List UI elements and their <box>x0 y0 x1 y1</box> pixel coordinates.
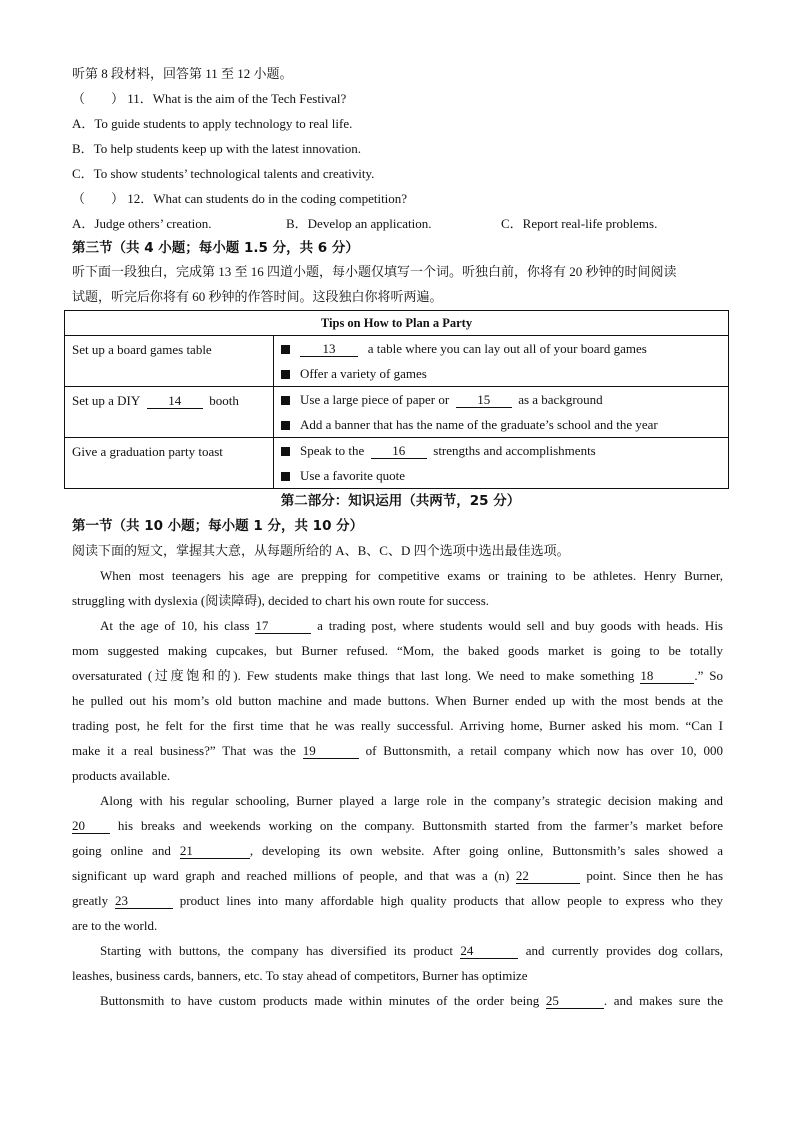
bullet-item: Speak to the 16 strengths and accomplishments <box>281 438 721 463</box>
option-11-c: C．To show students’ technological talents and creativity. <box>72 166 375 181</box>
passage-line: Along with his regular schooling, Burner played a large role in the company’s strategic decision making and <box>100 793 723 808</box>
passage-line: make it a real business?” That was the 19 of Buttonsmith, a retail company which now has over 10, 000 <box>72 743 724 758</box>
table-cell-right <box>274 438 729 489</box>
passage-line: going online and 21 , developing its own website. After going online, Buttonsmith’s sales showed a <box>72 843 723 858</box>
passage-line: Buttonsmith to have custom products made within minutes of the order being 25 . and makes sure the <box>100 993 723 1008</box>
question-stem: 11．What is the aim of the Tech Festival? <box>127 91 347 106</box>
square-bullet-icon <box>281 345 290 354</box>
square-bullet-icon <box>281 447 290 456</box>
blank-13[interactable]: 13 <box>300 342 358 357</box>
passage-line: trading post, he felt for the first time that he was really successful. Arriving home, Burner asked his mom. “Can I <box>72 718 723 733</box>
blank-15[interactable]: 15 <box>456 393 512 408</box>
question-stem: 12．What can students do in the coding competition? <box>127 191 408 206</box>
table-cell-left: Set up a board games table <box>65 336 274 387</box>
table-cell-right <box>274 336 729 387</box>
square-bullet-icon <box>281 396 290 405</box>
answer-paren: （ ） <box>72 191 125 206</box>
blank-18[interactable]: 18 <box>640 669 694 684</box>
blank-17[interactable]: 17 <box>255 619 311 634</box>
blank-16[interactable]: 16 <box>371 444 427 459</box>
square-bullet-icon <box>281 472 290 481</box>
table-title: Tips on How to Plan a Party <box>65 311 729 336</box>
option-11-b: B．To help students keep up with the latest innovation. <box>72 141 362 156</box>
passage-line: products available. <box>72 768 171 783</box>
bullet-item: Offer a variety of games <box>281 361 721 386</box>
option-11-a: A．To guide students to apply technology to real life. <box>72 116 353 131</box>
passage-line: At the age of 10, his class 17 a trading post, where students would sell and buy goods with heads. His <box>100 618 723 633</box>
passage-line: oversaturated (过度饱和的). Few students make things that last long. We need to make something 18 .” So <box>72 668 724 683</box>
table-cell-right <box>274 387 729 438</box>
blank-25[interactable]: 25 <box>546 994 604 1009</box>
options-12 <box>72 216 657 232</box>
bullet-item: 13 a table where you can lay out all of your board games <box>281 336 721 361</box>
blank-20[interactable]: 20 <box>72 819 110 834</box>
part2-title: 第二部分：知识运用（共两节，25 分） <box>280 493 521 509</box>
passage-line: greatly 23 product lines into many affordable high quality products that allow people to express who they <box>72 893 723 908</box>
question-11 <box>72 91 346 107</box>
part2-instruction: 阅读下面的短文，掌握其大意，从每题所给的 A、B、C、D 四个选项中选出最佳选项。 <box>72 543 570 558</box>
blank-24[interactable]: 24 <box>460 944 518 959</box>
blank-19[interactable]: 19 <box>303 744 359 759</box>
passage-line: mom suggested making cupcakes, but Burner refused. “Mom, the baked goods market is going to be totally <box>72 643 723 658</box>
passage-line: When most teenagers his age are prepping for competitive exams or training to be athletes. Henry Burner, <box>100 568 723 583</box>
section3-title: 第三节（共 4 小题；每小题 1.5 分，共 6 分） <box>72 240 359 256</box>
option-12-b: B．Develop an application. <box>286 216 432 231</box>
table-row <box>65 336 729 387</box>
passage-line: he pulled out his mom’s old button machine and made buttons. When Burner ended up with the most bends at the <box>72 693 723 708</box>
question-12 <box>72 191 407 207</box>
bullet-item: Use a favorite quote <box>281 463 721 488</box>
tips-table <box>64 310 729 489</box>
blank-23[interactable]: 23 <box>115 894 173 909</box>
blank-14[interactable]: 14 <box>147 394 203 409</box>
passage-line: 20 his breaks and weekends working on the company. Buttonsmith started from the farmer’s market before <box>72 818 724 833</box>
table-row <box>65 387 729 438</box>
option-12-c: C．Report real-life problems. <box>501 216 658 231</box>
answer-paren: （ ） <box>72 91 125 106</box>
section3-instruction: 听下面一段独白，完成第 13 至 16 四道小题，每小题仅填写一个词。听独白前，你将有 20 秒钟的时间阅读 <box>72 264 677 279</box>
blank-21[interactable]: 21 <box>180 844 250 859</box>
passage-line: leashes, business cards, banners, etc. To stay ahead of competitors, Burner has optimize <box>72 968 528 983</box>
passage-line: significant up ward graph and reached millions of people, and that was a (n) 22 point. Since then he has <box>72 868 724 883</box>
option-12-a: A．Judge others’ creation. <box>72 216 212 231</box>
square-bullet-icon <box>281 370 290 379</box>
table-cell-left: Set up a DIY 14 booth <box>65 387 274 438</box>
table-cell-left: Give a graduation party toast <box>65 438 274 489</box>
table-row <box>65 438 729 489</box>
bullet-item: Use a large piece of paper or 15 as a background <box>281 387 721 412</box>
passage-line: Starting with buttons, the company has diversified its product 24 and currently provides dog collars, <box>100 943 724 958</box>
blank-22[interactable]: 22 <box>516 869 580 884</box>
section3-instruction: 试题，听完后你将有 60 秒钟的作答时间。这段独白你将听两遍。 <box>72 289 443 304</box>
bullet-item: Add a banner that has the name of the graduate’s school and the year <box>281 412 721 437</box>
square-bullet-icon <box>281 421 290 430</box>
passage-line: are to the world. <box>72 918 158 933</box>
passage-line: struggling with dyslexia (阅读障碍), decided to chart his own route for success. <box>72 593 489 608</box>
section1-title: 第一节（共 10 小题；每小题 1 分，共 10 分） <box>72 518 364 534</box>
listening-instruction: 听第 8 段材料，回答第 11 至 12 小题。 <box>72 66 293 81</box>
